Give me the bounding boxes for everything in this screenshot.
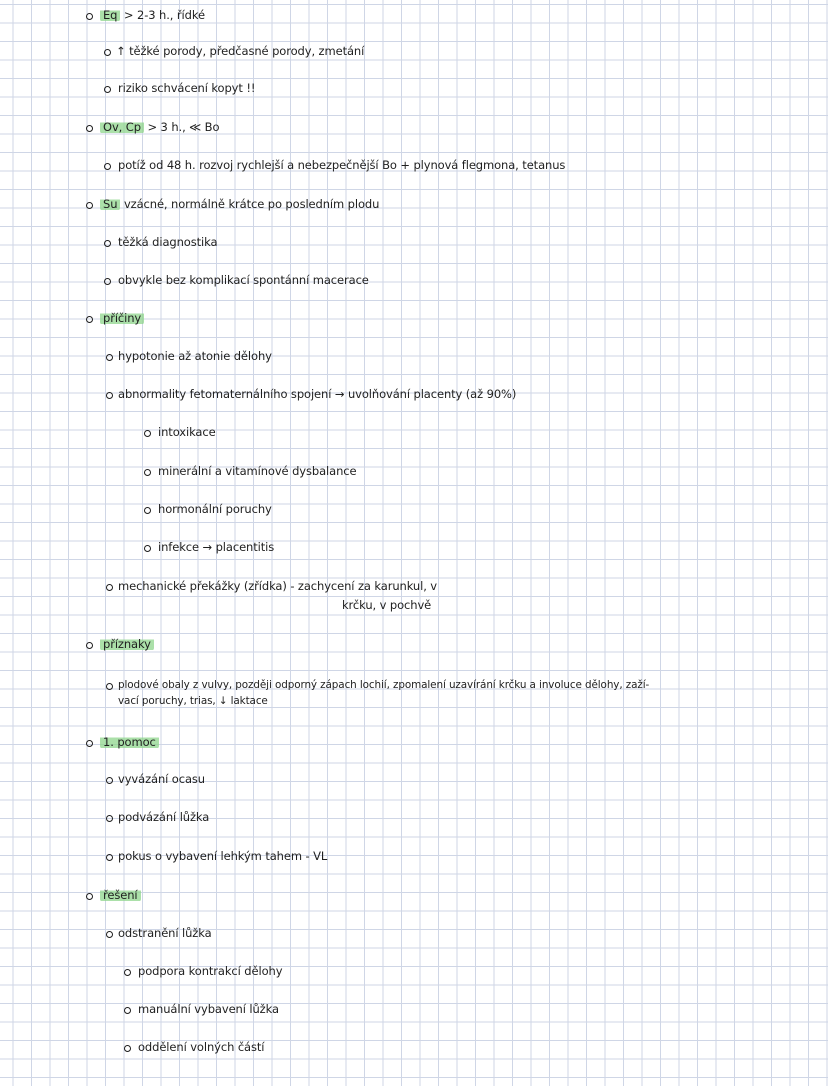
bullet-icon [104,86,111,93]
bullet-icon [86,740,93,747]
note-text: podvázání lůžka [118,810,210,824]
bullet-icon [124,1045,131,1052]
bullet-icon [104,49,111,56]
note-text: riziko schvácení kopyt !! [118,81,256,95]
note-text: těžká diagnostika [118,235,218,249]
bullet-icon [104,240,111,247]
bullet-icon [86,202,93,209]
bullet-icon [106,931,113,938]
section-heading [100,311,144,325]
note-item [118,158,565,172]
note-item [118,579,437,593]
note-item [138,1002,279,1016]
bullet-icon [86,642,93,649]
note-text: vzácné, normálně krátce po posledním plodu [120,197,380,211]
note-text: intoxikace [158,425,216,439]
note-item [158,464,356,478]
note-text: odstranění lůžka [118,926,212,940]
note-text: hormonální poruchy [158,502,272,516]
bullet-icon [86,893,93,900]
bullet-icon [144,507,151,514]
note-text: abnormality fetomaternálního spojení → uvolňování placenty (až 90%) [118,387,517,401]
bullet-icon [144,545,151,552]
note-item [118,926,212,940]
note-item [116,44,364,58]
highlighted-term: Su [100,197,120,211]
note-item [138,964,282,978]
bullet-icon [106,777,113,784]
note-text: potíž od 48 h. rozvoj rychlejší a nebezpečnější Bo + plynová flegmona, tetanus [118,158,566,172]
bullet-icon [104,163,111,170]
note-text: pokus o vybavení lehkým tahem - VL [118,849,328,863]
note-text: > 2-3 h., řídké [120,8,205,22]
note-text: ↑ těžké porody, předčasné porody, zmetání [116,44,365,58]
note-text: hypotonie až atonie dělohy [118,349,272,363]
bullet-icon [106,683,113,690]
note-item [138,1040,264,1054]
highlighted-term: příčiny [100,311,144,325]
note-item [100,197,379,211]
bullet-icon [106,392,113,399]
note-item [118,772,205,786]
note-text: obvykle bez komplikací spontánní macerace [118,273,369,287]
bullet-icon [106,815,113,822]
note-item [118,235,217,249]
bullet-icon [104,278,111,285]
note-text: > 3 h., ≪ Bo [143,120,220,134]
highlighted-term: řešení [100,888,141,902]
bullet-icon [124,969,131,976]
note-text: manuální vybavení lůžka [138,1002,279,1016]
note-item [118,273,369,287]
note-item [118,810,209,824]
note-text-continuation [342,598,431,612]
bullet-icon [86,316,93,323]
section-heading [100,637,154,651]
note-item [158,502,272,516]
note-item [100,120,219,134]
note-text: krčku, v pochvě [342,598,432,612]
note-text: minerální a vitamínové dysbalance [158,464,357,478]
bullet-icon [106,354,113,361]
section-heading [100,735,159,749]
note-item [118,349,272,363]
bullet-icon [86,13,93,20]
highlighted-term: 1. pomoc [100,735,159,749]
bullet-icon [86,125,93,132]
note-text: podpora kontrakcí dělohy [138,964,283,978]
bullet-icon [144,469,151,476]
note-item [118,849,327,863]
note-text: vyvázání ocasu [118,772,205,786]
bullet-icon [106,584,113,591]
note-text: infekce → placentitis [158,540,275,554]
note-text: plodové obaly z vulvy, později odporný zápach lochií, zpomalení uzavírání krčku a involuce dělohy, zaží- [118,679,650,691]
note-item [158,425,216,439]
note-text-continuation [118,694,268,708]
note-text: oddělení volných částí [138,1040,265,1054]
bullet-icon [124,1007,131,1014]
bullet-icon [144,430,151,437]
note-text: vací poruchy, trias, ↓ laktace [118,695,268,707]
section-heading [100,888,141,902]
note-item [118,678,649,692]
highlighted-term: Eq [100,8,120,22]
bullet-icon [106,854,113,861]
note-item [118,387,516,401]
note-text: mechanické překážky (zřídka) - zachycení za karunkul, v [118,579,438,593]
highlighted-term: příznaky [100,637,154,651]
note-item [100,8,205,22]
note-item [158,540,274,554]
note-item [118,81,255,95]
highlighted-term: Ov, Cp [100,120,144,134]
